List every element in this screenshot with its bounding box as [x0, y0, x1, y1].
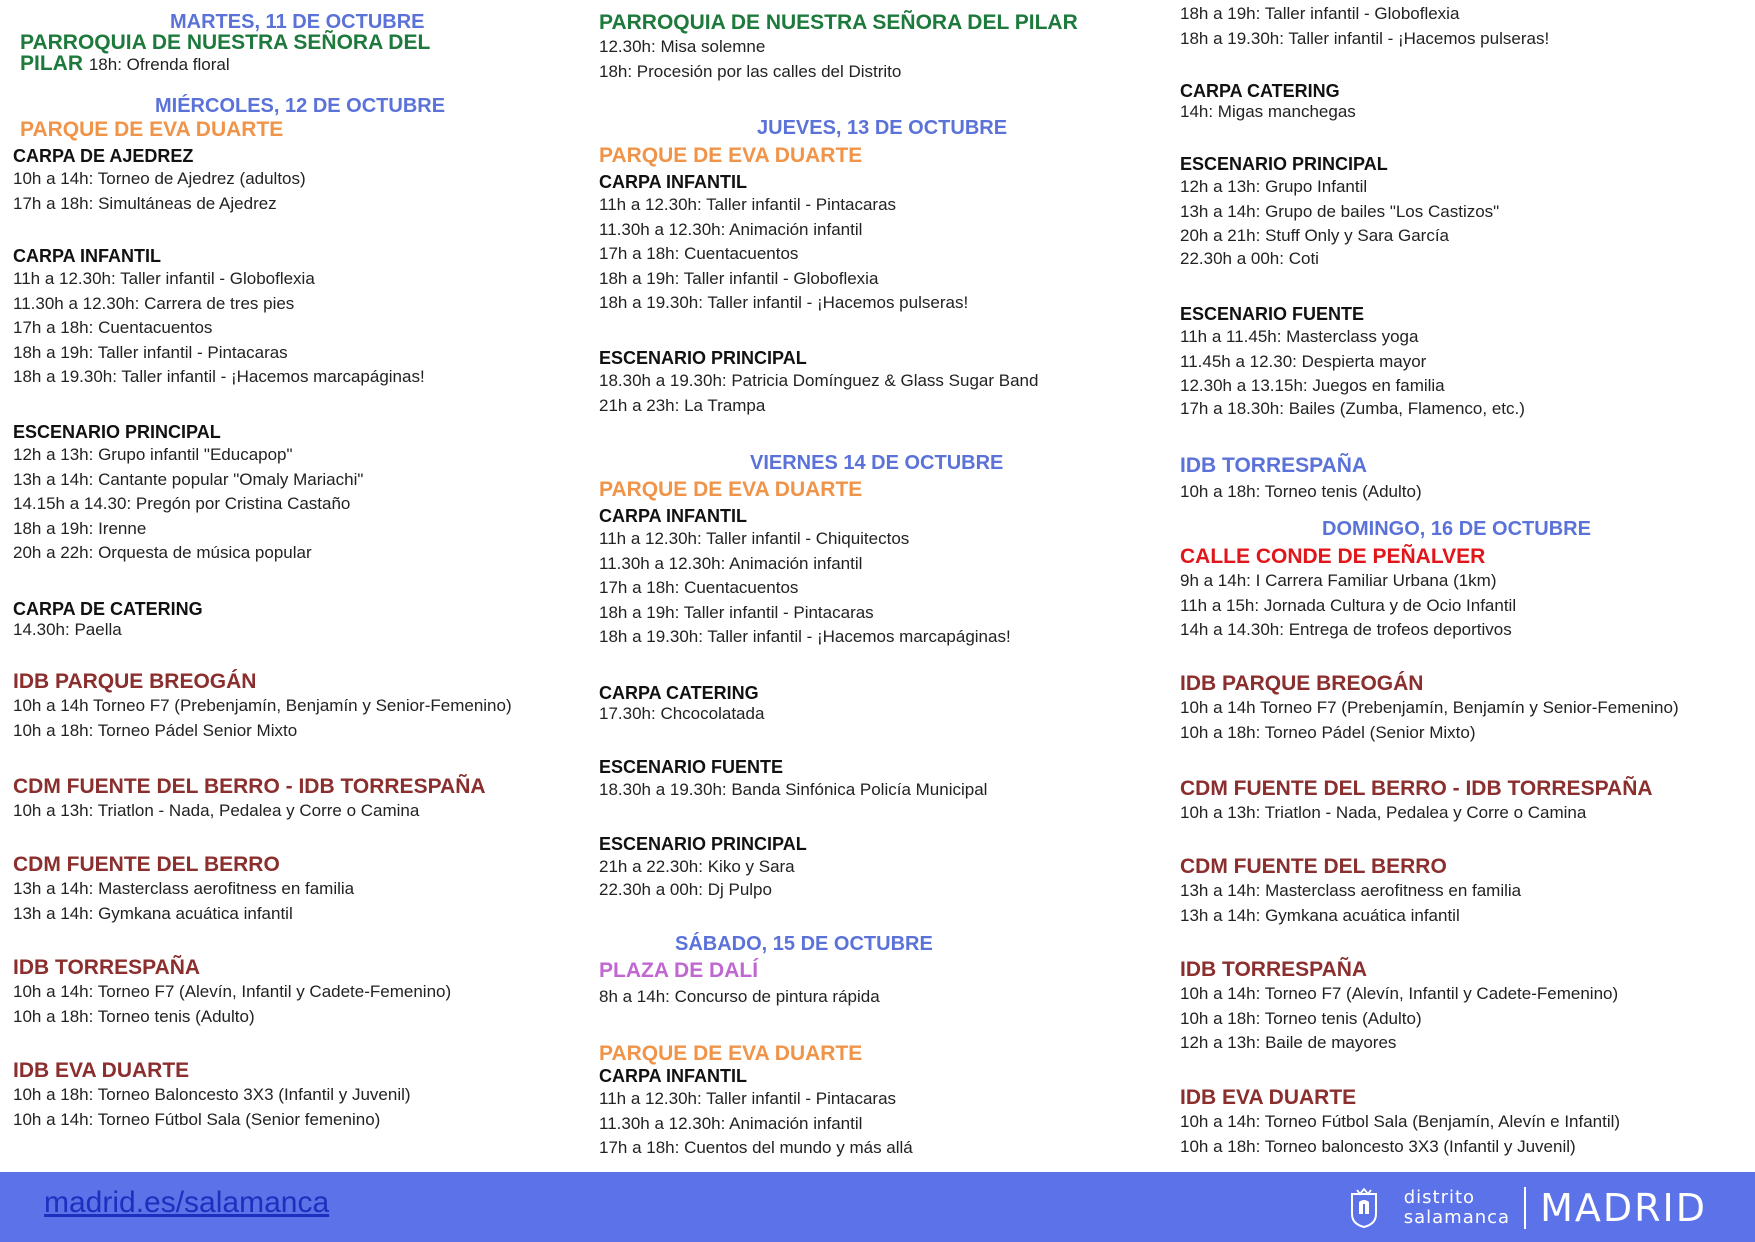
event-item: 18h: Procesión por las calles del Distrito: [599, 61, 902, 81]
day-heading-11: MARTES, 11 DE OCTUBRE: [170, 11, 425, 33]
section-title: IDB TORRESPAÑA: [1180, 454, 1368, 477]
venue-parque-14: PARQUE DE EVA DUARTE: [599, 478, 863, 501]
city-crest-icon: [1350, 1188, 1378, 1228]
section-parroquia-pilar: [599, 10, 1159, 84]
event-item: 18.30h a 19.30h: Banda Sinfónica Policía Municipal: [599, 780, 988, 799]
section-escenario-principal-14: [599, 833, 1159, 901]
event-item: 17h a 18h: Cuentos del mundo y más allá: [599, 1138, 913, 1157]
section-title: IDB TORRESPAÑA: [1180, 958, 1368, 981]
event-item: 18h a 19.30h: Taller infantil - ¡Hacemos marcapáginas!: [13, 367, 425, 386]
event-item: 11.30h a 12.30h: Animación infantil: [599, 1113, 863, 1133]
section-idb-breogan-16: [1180, 671, 1740, 745]
section-title: CDM FUENTE DEL BERRO - IDB TORRESPAÑA: [1180, 777, 1653, 800]
event-item: 10h a 14h: Torneo de Ajedrez (adultos): [13, 169, 306, 188]
section-carpa-ajedrez: [13, 145, 573, 216]
event-item: 18h a 19.30h: Taller infantil - ¡Hacemos pulseras!: [599, 293, 969, 312]
event-item: 11h a 12.30h: Taller infantil - Pintacaras: [599, 195, 897, 214]
event-item: 11.45h a 12.30: Despierta mayor: [1180, 351, 1427, 371]
event-item: 14.15h a 14.30: Pregón por Cristina Castaño: [13, 494, 351, 513]
section-title: CARPA INFANTIL: [13, 246, 161, 266]
event-item: 10h a 14h Torneo F7 (Prebenjamín, Benjamín y Senior-Femenino): [1180, 698, 1679, 717]
section-carpa-infantil-14: [599, 505, 1159, 650]
section-title: PARROQUIA DE NUESTRA SEÑORA DEL PILAR: [599, 11, 1078, 34]
event-item: 11h a 12.30h: Taller infantil - Globoflexia: [13, 269, 315, 288]
section-title: CDM FUENTE DEL BERRO: [13, 853, 280, 876]
event-item: 22.30h a 00h: Dj Pulpo: [599, 880, 772, 899]
section-calle-conde: [1180, 544, 1740, 643]
venue-parque-13: PARQUE DE EVA DUARTE: [599, 144, 863, 167]
event-item: 10h a 14h Torneo F7 (Prebenjamín, Benjamín y Senior-Femenino): [13, 696, 512, 715]
event-item: 10h a 14h: Torneo F7 (Alevín, Infantil y Cadete-Femenino): [13, 982, 452, 1001]
event-item: 18h a 19.30h: Taller infantil - ¡Hacemos pulseras!: [1180, 28, 1550, 48]
section-title: ESCENARIO PRINCIPAL: [599, 834, 807, 854]
event-item: 11.30h a 12.30h: Animación infantil: [599, 219, 863, 239]
venue-pilar-11: [20, 32, 580, 75]
day-heading-13: JUEVES, 13 DE OCTUBRE: [757, 117, 1008, 139]
event-item: 10h a 18h: Torneo baloncesto 3X3 (Infantil y Juvenil): [1180, 1136, 1576, 1156]
event-item: 10h a 14h: Torneo Fútbol Sala (Benjamín, Alevín e Infantil): [1180, 1112, 1621, 1131]
section-title: CARPA INFANTIL: [599, 506, 747, 526]
section-title: ESCENARIO PRINCIPAL: [1180, 154, 1388, 174]
event-item: 17h a 18h: Cuentacuentos: [599, 578, 799, 597]
section-title: CARPA DE AJEDREZ: [13, 146, 194, 166]
event-item: 10h a 14h: Torneo F7 (Alevín, Infantil y Cadete-Femenino): [1180, 984, 1619, 1003]
distrito-line2: salamanca: [1403, 1207, 1511, 1228]
event-item: 10h a 13h: Triatlon - Nada, Pedalea y Corre o Camina: [13, 801, 420, 820]
event-item: 17h a 18h: Cuentacuentos: [13, 318, 213, 337]
section-escenario-principal: [13, 421, 573, 566]
section-idb-eva-duarte-16: [1180, 1085, 1740, 1159]
section-carpa-infantil-13: [599, 171, 1159, 316]
section-title: ESCENARIO PRINCIPAL: [599, 348, 807, 368]
section-carpa-infantil-cont: [1180, 2, 1740, 51]
section-carpa-catering: [13, 598, 573, 640]
logo-divider: [1524, 1187, 1526, 1229]
section-title: IDB PARQUE BREOGÁN: [1180, 672, 1424, 695]
event-item: 13h a 14h: Cantante popular "Omaly Mariachi": [13, 469, 364, 489]
section-idb-torrespana: [13, 955, 573, 1029]
section-title: PLAZA DE DALÍ: [599, 959, 759, 982]
section-title: IDB EVA DUARTE: [13, 1059, 190, 1082]
event-item: 10h a 18h: Torneo Pádel (Senior Mixto): [1180, 722, 1476, 742]
section-cdm-fuente-torrespana: [13, 774, 573, 824]
event-item: 13h a 14h: Grupo de bailes "Los Castizos": [1180, 201, 1500, 221]
website-link[interactable]: madrid.es/salamanca: [44, 1186, 330, 1219]
event-item: 12h a 13h: Baile de mayores: [1180, 1033, 1397, 1052]
event-item: 11h a 15h: Jornada Cultura y de Ocio Infantil: [1180, 595, 1517, 615]
footer-bar: [0, 1172, 1755, 1242]
event-item: 17.30h: Chcocolatada: [599, 704, 765, 723]
event-item: 10h a 18h: Torneo tenis (Adulto): [1180, 1008, 1422, 1028]
event-item: 12.30h: Misa solemne: [599, 37, 766, 56]
section-title: CDM FUENTE DEL BERRO - IDB TORRESPAÑA: [13, 775, 486, 798]
section-idb-eva-duarte: [13, 1058, 573, 1132]
event-item: 9h a 14h: I Carrera Familiar Urbana (1km): [1180, 571, 1497, 590]
section-title: IDB PARQUE BREOGÁN: [13, 670, 257, 693]
event-item: 14h: Migas manchegas: [1180, 102, 1356, 121]
section-title: IDB TORRESPAÑA: [13, 956, 201, 979]
section-title: ESCENARIO FUENTE: [599, 757, 784, 777]
event-item: 17h a 18h: Simultáneas de Ajedrez: [13, 193, 277, 213]
event-item: 10h a 14h: Torneo Fútbol Sala (Senior femenino): [13, 1109, 381, 1129]
event-item: 18h a 19h: Irenne: [13, 518, 147, 538]
event-item: 11h a 11.45h: Masterclass yoga: [1180, 327, 1419, 346]
event-item: 18h a 19h: Taller infantil - Globoflexia: [1180, 4, 1460, 23]
venue-pilar-line2: PILAR: [20, 52, 83, 75]
distrito-label: [1404, 1188, 1510, 1228]
event-item: 18.30h a 19.30h: Patricia Domínguez & Glass Sugar Band: [599, 371, 1039, 390]
event-item: 18h a 19h: Taller infantil - Pintacaras: [13, 342, 288, 362]
event-item: 18h a 19h: Taller infantil - Pintacaras: [599, 602, 874, 622]
day-heading-12: MIÉRCOLES, 12 DE OCTUBRE: [155, 95, 446, 117]
section-title: ESCENARIO PRINCIPAL: [13, 422, 221, 442]
event-item: 11.30h a 12.30h: Carrera de tres pies: [13, 293, 295, 313]
event-item: 21h a 22.30h: Kiko y Sara: [599, 857, 795, 876]
section-carpa-catering-14: [599, 682, 1159, 724]
event-item: 17h a 18.30h: Bailes (Zumba, Flamenco, etc.): [1180, 398, 1525, 418]
event-item: 14.30h: Paella: [13, 620, 122, 639]
venue-parque-12: PARQUE DE EVA DUARTE: [20, 118, 284, 141]
event-item: 12.30h a 13.15h: Juegos en familia: [1180, 376, 1445, 395]
section-carpa-infantil-15: [599, 1065, 1159, 1161]
section-title: CARPA DE CATERING: [13, 599, 203, 619]
section-title: CDM FUENTE DEL BERRO: [1180, 855, 1447, 878]
section-cdm-fuente-torrespana-16: [1180, 776, 1740, 826]
event-item: 22.30h a 00h: Coti: [1180, 248, 1319, 268]
section-idb-torrespana-15: [1180, 453, 1740, 505]
event-item: 13h a 14h: Gymkana acuática infantil: [13, 903, 293, 923]
event-item: 14h a 14.30h: Entrega de trofeos deportivos: [1180, 620, 1512, 639]
event-item: 13h a 14h: Masterclass aerofitness en familia: [1180, 881, 1522, 900]
distrito-line1: distrito: [1403, 1187, 1476, 1208]
event-item: 18h: Ofrenda floral: [88, 55, 230, 74]
section-title: CALLE CONDE DE PEÑALVER: [1180, 545, 1486, 568]
section-title: ESCENARIO FUENTE: [1180, 304, 1365, 324]
section-escenario-fuente-14: [599, 756, 1159, 803]
event-item: 10h a 18h: Torneo Baloncesto 3X3 (Infantil y Juvenil): [13, 1085, 411, 1104]
day-heading-14: VIERNES 14 DE OCTUBRE: [750, 452, 1004, 474]
day-heading-15: SÁBADO, 15 DE OCTUBRE: [675, 933, 933, 955]
section-escenario-principal-15: [1180, 153, 1740, 269]
event-item: 11h a 12.30h: Taller infantil - Pintacaras: [599, 1089, 897, 1108]
event-item: 12h a 13h: Grupo Infantil: [1180, 177, 1368, 196]
event-item: 10h a 18h: Torneo tenis (Adulto): [13, 1006, 255, 1026]
section-title: CARPA CATERING: [599, 683, 759, 703]
section-plaza-dali: [599, 958, 1159, 1010]
section-title: CARPA CATERING: [1180, 81, 1340, 101]
event-item: 18h a 19.30h: Taller infantil - ¡Hacemos marcapáginas!: [599, 627, 1011, 646]
event-item: 13h a 14h: Gymkana acuática infantil: [1180, 905, 1460, 925]
event-item: 13h a 14h: Masterclass aerofitness en familia: [13, 879, 355, 898]
event-item: 10h a 13h: Triatlon - Nada, Pedalea y Corre o Camina: [1180, 803, 1587, 822]
day-heading-16: DOMINGO, 16 DE OCTUBRE: [1322, 518, 1591, 540]
section-escenario-fuente-15: [1180, 303, 1740, 419]
section-carpa-catering-15: [1180, 80, 1740, 122]
event-item: 20h a 22h: Orquesta de música popular: [13, 543, 312, 562]
section-title: IDB EVA DUARTE: [1180, 1086, 1357, 1109]
section-cdm-fuente-16: [1180, 854, 1740, 928]
event-item: 18h a 19h: Taller infantil - Globoflexia: [599, 268, 879, 288]
section-cdm-fuente: [13, 852, 573, 926]
event-item: 10h a 18h: Torneo tenis (Adulto): [1180, 482, 1422, 501]
section-escenario-principal-13: [599, 347, 1159, 418]
event-item: 8h a 14h: Concurso de pintura rápida: [599, 987, 880, 1006]
madrid-wordmark: MADRID: [1540, 1186, 1707, 1230]
venue-pilar-line1: PARROQUIA DE NUESTRA SEÑORA DEL: [20, 31, 431, 54]
event-item: 12h a 13h: Grupo infantil "Educapop": [13, 445, 293, 464]
section-idb-torrespana-16: [1180, 957, 1740, 1056]
section-carpa-infantil: [13, 245, 573, 390]
section-idb-breogan: [13, 669, 573, 743]
event-item: 11.30h a 12.30h: Animación infantil: [599, 553, 863, 573]
section-title: CARPA INFANTIL: [599, 1066, 747, 1086]
event-item: 21h a 23h: La Trampa: [599, 395, 766, 415]
event-item: 10h a 18h: Torneo Pádel Senior Mixto: [13, 720, 298, 740]
event-item: 17h a 18h: Cuentacuentos: [599, 244, 799, 263]
madrid-logo: [1350, 1184, 1707, 1232]
event-item: 11h a 12.30h: Taller infantil - Chiquitectos: [599, 529, 910, 548]
section-title: CARPA INFANTIL: [599, 172, 747, 192]
venue-parque-15: PARQUE DE EVA DUARTE: [599, 1042, 863, 1065]
event-item: 20h a 21h: Stuff Only y Sara García: [1180, 226, 1450, 245]
